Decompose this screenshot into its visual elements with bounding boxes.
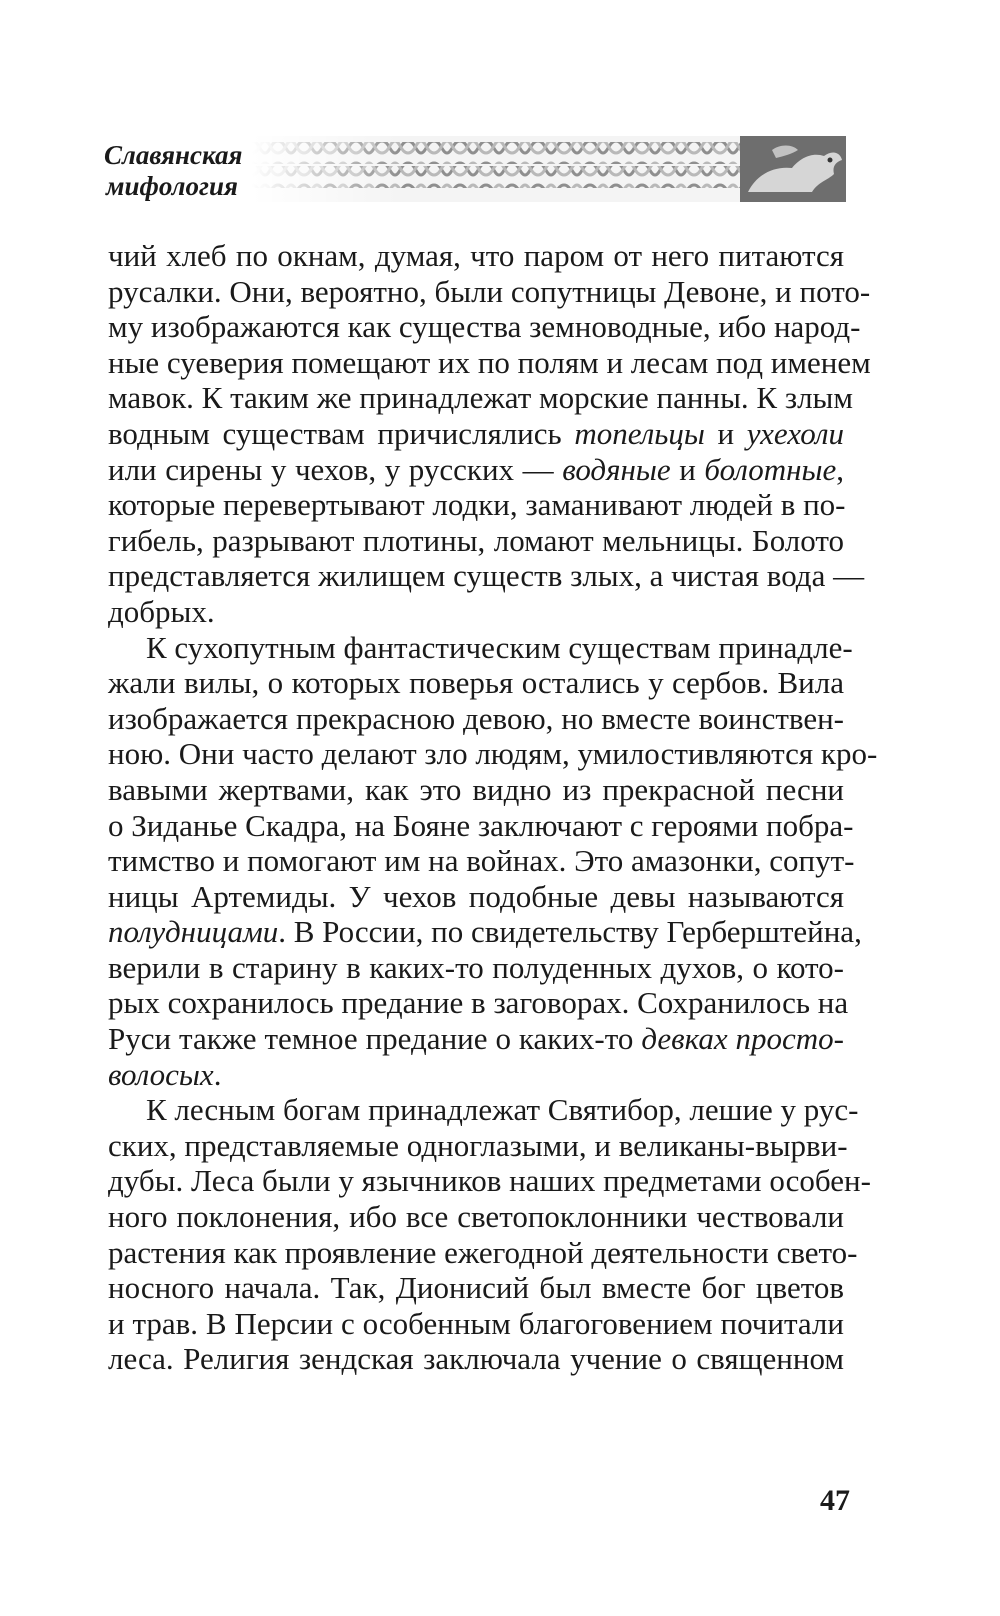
text-run: и <box>670 451 705 487</box>
text-run: , <box>836 451 844 487</box>
text-line: ною. Они часто делают зло людям, умилостивляются кро- <box>108 736 878 772</box>
italic-term: девках просто- <box>641 1021 844 1057</box>
text-run: и <box>704 415 747 451</box>
text-line: ного поклонения, ибо все светопоклонники чествовали <box>108 1199 844 1235</box>
italic-term: полудницами <box>108 914 279 950</box>
text-line: ских, представляемые одноглазыми, и великаны-вырви- <box>108 1127 848 1163</box>
text-line: жали вилы, о которых поверья остались у сербов. Вила <box>108 665 844 701</box>
text-line <box>108 1057 844 1093</box>
page-number: 47 <box>820 1484 850 1517</box>
text-line: ницы Артемиды. У чехов подобные девы называются <box>108 878 844 914</box>
text-run: или сирены у чехов, у русских — <box>108 451 563 487</box>
text-line: гибель, разрывают плотины, ломают мельницы. Болото <box>108 522 844 558</box>
text-line: му изображаются как существа земноводные, ибо народ- <box>108 309 861 345</box>
text-line: К сухопутным фантастическим существам принадле- <box>146 629 853 665</box>
italic-term: волосых <box>108 1056 214 1092</box>
running-header <box>104 136 846 202</box>
text-line: верили в старину в каких-то полуденных духов, о кото- <box>108 949 844 985</box>
text-line: тимство и помогают им на войнах. Это амазонки, сопут- <box>108 843 855 879</box>
text-line: представляется жилищем существ злых, а чистая вода — <box>108 558 865 594</box>
text-line <box>108 452 844 488</box>
text-line: рых сохранилось предание в заговорах. Сохранилось на <box>108 985 849 1021</box>
text-line: русалки. Они, вероятно, были сопутницы Девоне, и пото- <box>108 273 871 309</box>
text-line <box>108 416 844 452</box>
text-line: носного начала. Так, Дионисий был вместе бог цветов <box>108 1270 844 1306</box>
text-line: мавок. К таким же принадлежат морские панны. К злым <box>108 380 853 416</box>
text-line: добрых. <box>108 593 215 629</box>
text-line <box>108 1021 844 1057</box>
braided-ornament-band <box>252 136 846 202</box>
text-line: изображается прекрасною девою, но вместе воинствен- <box>108 700 844 736</box>
italic-term: болотные <box>704 451 837 487</box>
text-line: которые перевертывают лодки, заманивают людей в по- <box>108 487 846 523</box>
text-line: ные суеверия помещают их по полям и лесам под именем <box>108 344 871 380</box>
header-title-line-2: мифология <box>106 171 238 201</box>
text-line <box>108 914 862 950</box>
text-line: о Зиданье Скадра, на Бояне заключают с героями побра- <box>108 807 854 843</box>
text-line: леса. Религия зендская заключала учение о священном <box>108 1341 844 1377</box>
italic-term: ухехоли <box>746 415 844 451</box>
text-line: растения как проявление ежегодной деятельности свето- <box>108 1234 858 1270</box>
text-run: водным существам причислялись <box>108 415 575 451</box>
text-run: Руси также темное предание о каких-то <box>108 1021 642 1057</box>
italic-term: водяные <box>562 451 671 487</box>
body-text <box>108 238 878 1377</box>
text-line: чий хлеб по окнам, думая, что паром от него питаются <box>108 238 844 273</box>
text-line: вавыми жертвами, как это видно из прекрасной песни <box>108 771 844 807</box>
text-run: . <box>213 1056 222 1092</box>
text-line: дубы. Леса были у язычников наших предметами особен- <box>108 1163 871 1199</box>
header-title-line-1: Славянская <box>104 140 243 170</box>
text-line: К лесным богам принадлежат Святибор, лешие у рус- <box>146 1092 859 1128</box>
text-run: . В России, по свидетельству Герберштейна, <box>278 914 862 950</box>
italic-term: топельцы <box>574 415 705 451</box>
griffin-ornament-icon <box>740 136 846 202</box>
text-line: и трав. В Персии с особенным благоговением почитали <box>108 1305 844 1341</box>
running-header-title <box>104 140 254 202</box>
